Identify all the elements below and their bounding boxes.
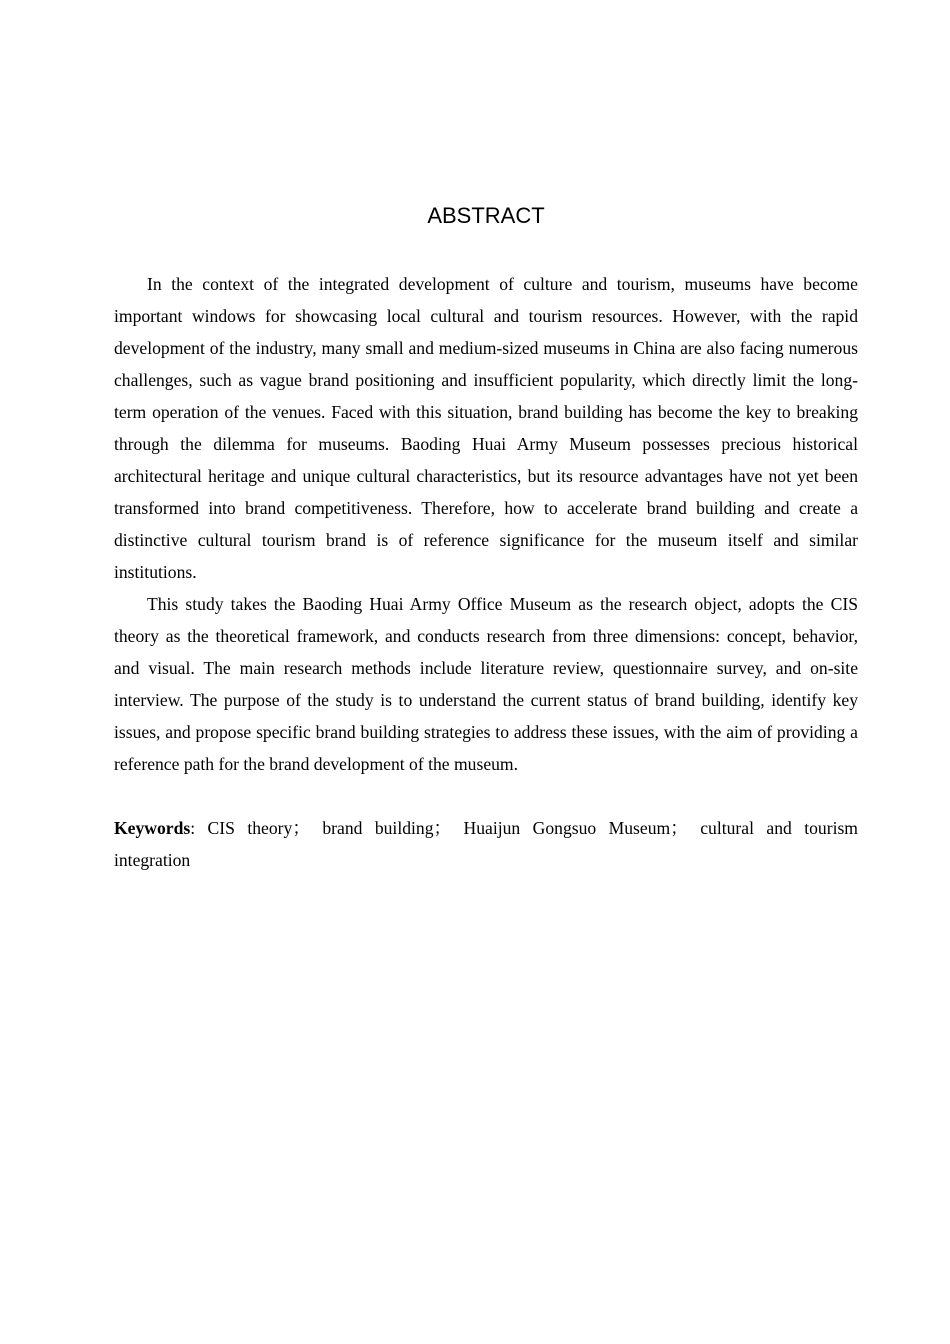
keywords-label: Keywords [114,818,191,838]
abstract-body [114,268,858,876]
keywords-text: : CIS theory； brand building； Huaijun Gongsuo Museum； cultural and tourism integration [114,818,858,870]
keywords-line [114,812,858,876]
abstract-title: ABSTRACT [427,203,545,228]
abstract-paragraph-1: In the context of the integrated development of culture and tourism, museums have become important windows for showcasing local cultural and tourism resources. However, with the rapid development of the industry, many small and medium-sized museums in China are also facing numerous challenges, such as vague brand positioning and insufficient popularity, which directly limit the long-term operation of the venues. Faced with this situation, brand building has become the key to breaking through the dilemma for museums. Baoding Huai Army Museum possesses precious historical architectural heritage and unique cultural characteristics, but its resource advantages have not yet been transformed into brand competitiveness. Therefore, how to accelerate brand building and create a distinctive cultural tourism brand is of reference significance for the museum itself and similar institutions. [114,274,858,582]
abstract-paragraph-2: This study takes the Baoding Huai Army Office Museum as the research object, adopts the CIS theory as the theoretical framework, and conducts research from three dimensions: concept, behavior, and visual. The main research methods include literature review, questionnaire survey, and on-site interview. The purpose of the study is to understand the current status of brand building, identify key issues, and propose specific brand building strategies to address these issues, with the aim of providing a reference path for the brand development of the museum. [114,594,858,774]
